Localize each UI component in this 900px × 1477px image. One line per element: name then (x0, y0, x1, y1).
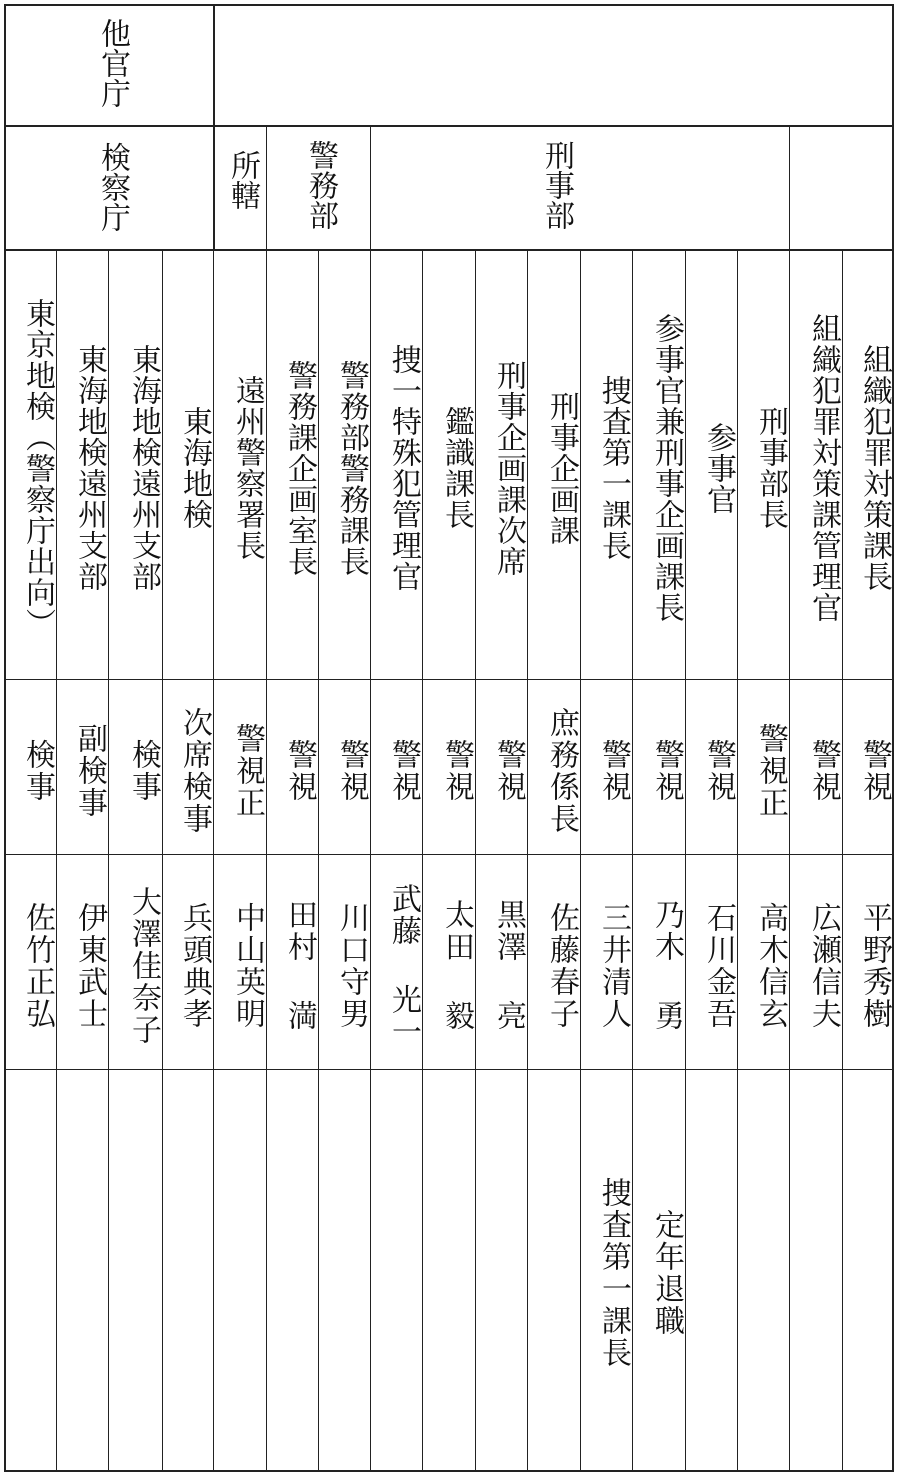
position-cell: 東海地検遠州支部 (72, 344, 107, 592)
column-divider (422, 250, 423, 1471)
position-row-divider (4, 679, 894, 680)
position-cell: 刑事企画課次席 (491, 359, 526, 577)
rank-cell: 次席検事 (177, 706, 212, 835)
group-label-criminal-dept: 刑事部 (539, 140, 574, 230)
column-divider (318, 250, 319, 1471)
column-divider (685, 250, 686, 1471)
rank-cell: 警視 (649, 738, 684, 803)
name-cell: 中山英明 (230, 901, 265, 1030)
position-cell: 組織犯罪対策課長 (857, 344, 892, 592)
name-cell: 伊東武士 (72, 901, 107, 1030)
rank-cell: 警視 (857, 738, 892, 803)
name-cell: 高木信玄 (753, 901, 788, 1030)
column-divider (632, 250, 633, 1471)
position-cell: 参事官 (701, 421, 736, 515)
header-row-divider (4, 125, 894, 127)
note-cell (56, 1080, 108, 1466)
rank-cell: 警視 (282, 738, 317, 803)
column-divider (737, 250, 738, 1471)
name-cell: 黒澤 亮 (491, 899, 526, 1032)
rank-cell: 庶務係長 (544, 706, 579, 835)
position-cell: 東京地検（警察庁出向） (20, 297, 55, 639)
name-cell: 兵頭典孝 (177, 901, 212, 1030)
position-cell: 東海地検遠州支部 (126, 344, 161, 592)
note-cell (162, 1080, 213, 1466)
border-bottom (4, 1470, 894, 1472)
group-label-empty (830, 140, 864, 240)
name-cell: 佐藤春子 (544, 901, 579, 1030)
name-cell: 田村 満 (282, 899, 317, 1032)
column-divider (213, 250, 214, 1471)
name-cell: 三井清人 (596, 901, 631, 1030)
position-cell: 遠州警察署長 (230, 375, 265, 561)
rank-cell: 警視 (439, 738, 474, 803)
group-label-local-station: 所轄 (225, 150, 260, 210)
note-cell (213, 1080, 266, 1466)
position-cell: 警務部警務課長 (334, 359, 369, 577)
group-divider (370, 125, 371, 250)
rank-cell: 検事 (126, 738, 161, 803)
rank-cell: 警視 (596, 738, 631, 803)
note-cell (842, 1080, 893, 1466)
note-cell (737, 1080, 789, 1466)
column-divider (527, 250, 528, 1471)
name-cell: 広瀬信夫 (806, 901, 841, 1030)
note-cell: 捜査第一課長 (596, 1177, 631, 1369)
rank-cell: 警視 (701, 738, 736, 803)
position-cell: 刑事企画課 (544, 390, 579, 546)
name-cell: 平野秀樹 (857, 901, 892, 1030)
column-divider (789, 250, 790, 1471)
column-divider (475, 250, 476, 1471)
rank-cell: 警視 (491, 738, 526, 803)
group-label-police-affairs-dept: 警務部 (303, 140, 338, 230)
name-cell: 乃木 勇 (649, 899, 684, 1032)
group-divider (789, 125, 790, 250)
rank-cell: 副検事 (72, 722, 107, 819)
column-divider (370, 250, 371, 1471)
note-cell (685, 1080, 737, 1466)
note-cell (370, 1080, 422, 1466)
note-cell (422, 1080, 475, 1466)
column-divider (56, 250, 57, 1471)
rank-cell: 警視 (386, 738, 421, 803)
position-cell: 捜一特殊犯管理官 (386, 344, 421, 592)
note-cell (318, 1080, 370, 1466)
top-header-split (213, 4, 215, 251)
position-cell: 東海地検 (177, 406, 212, 530)
rank-cell: 検事 (20, 738, 55, 803)
note-cell (266, 1080, 318, 1466)
position-cell: 鑑識課長 (439, 406, 474, 530)
name-cell: 石川金吾 (701, 901, 736, 1030)
name-cell: 太田 毅 (439, 899, 474, 1032)
column-divider (266, 250, 267, 1471)
name-cell: 大澤佳奈子 (126, 885, 161, 1046)
rank-cell: 警視正 (753, 722, 788, 819)
rank-cell: 警視 (806, 738, 841, 803)
note-cell (527, 1080, 580, 1466)
note-cell (4, 1080, 56, 1466)
column-divider (108, 250, 109, 1471)
rank-row-divider (4, 854, 894, 855)
column-divider (842, 250, 843, 1471)
column-divider (162, 250, 163, 1471)
position-cell: 警務課企画室長 (282, 359, 317, 577)
note-cell: 定年退職 (649, 1209, 684, 1337)
rank-cell: 警視 (334, 738, 369, 803)
name-row-divider (4, 1069, 894, 1070)
position-cell: 参事官兼刑事企画課長 (649, 313, 684, 623)
column-divider (580, 250, 581, 1471)
group-row-divider (4, 249, 894, 251)
border-right (892, 4, 894, 1472)
name-cell: 川口守男 (334, 901, 369, 1030)
position-cell: 刑事部長 (753, 406, 788, 530)
header-other-agencies: 他官庁 (95, 18, 130, 108)
note-cell (475, 1080, 527, 1466)
border-top (4, 4, 894, 6)
note-cell (108, 1080, 162, 1466)
rank-cell: 警視正 (230, 722, 265, 819)
group-divider (266, 125, 267, 250)
position-cell: 組織犯罪対策課管理官 (806, 313, 841, 623)
group-label-prosecutors-office: 検察庁 (95, 142, 130, 232)
name-cell: 佐竹正弘 (20, 901, 55, 1030)
name-cell: 武藤 光一 (386, 883, 421, 1048)
border-left (4, 4, 6, 1472)
note-cell (789, 1080, 842, 1466)
position-cell: 捜査第一課長 (596, 375, 631, 561)
